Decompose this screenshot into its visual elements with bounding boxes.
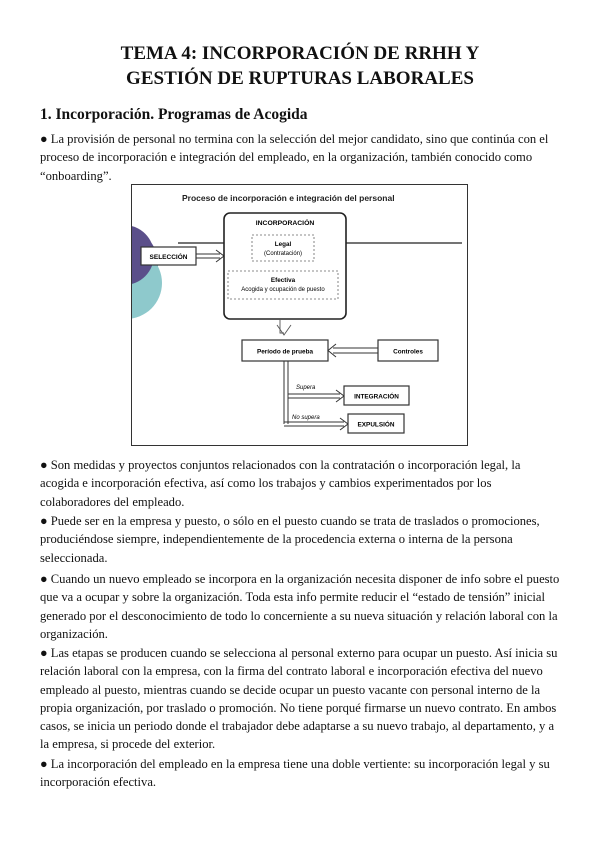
paragraph-3: ● Puede ser en la empresa y puesto, o sólo en el puesto cuando se trata de traslados o promociones, produciéndose siempre, independientemente de la procedencia externa o interna de la persona seleccionada. — [40, 514, 540, 565]
paragraph-1: ● La provisión de personal no termina con la selección del mejor candidato, sino que continúa con el proceso de incorporación e integración del empleado, en la organización, también conocido como “onboarding”. — [40, 132, 549, 183]
legal-label: Legal — [274, 241, 292, 248]
diagram-svg — [132, 185, 467, 445]
paragraph-5: ● Las etapas se producen cuando se selecciona al personal externo para ocupar un puesto. Así inicia su relación laboral con la empresa, con la firma del contrato laboral e incorporación efectiva del nuevo empleado al puesto, mientras cuando se decide ocupar un puesto vacante con personal interno de la propia organización, por traslado o promoción. No tiene porqué firmarse un nuevo contrato. En ambos casos, se inicia un periodo donde el trabajador debe adaptarse a su nuevo trabajo, al departamento, y a la empresa, si procede del exterior. — [40, 646, 558, 752]
section-heading: 1. Incorporación. Programas de Acogida — [40, 106, 308, 123]
controles-label: Controles — [393, 348, 423, 356]
diagram-title: Proceso de incorporación e integración del personal — [182, 193, 395, 203]
incorporacion-box — [224, 213, 346, 319]
page-title-line1: TEMA 4: INCORPORACIÓN DE RRHH Y — [120, 43, 480, 64]
legal-box — [252, 235, 314, 261]
acogida-label: Acogida y ocupación de puesto — [241, 287, 325, 293]
efectiva-label: Efectiva — [270, 277, 296, 284]
paragraph-4: ● Cuando un nuevo empleado se incorpora en la organización necesita disponer de info sobre el puesto que va a ocupar y sobre la organización. Toda esta info permite reducir el “estado de tensión” inicial generado por el desconocimiento de todo lo concerniente a su nueva situación y relación laboral con la organización. — [40, 572, 560, 641]
incorporacion-label: INCORPORACIÓN — [255, 220, 315, 227]
arrow-head — [216, 250, 224, 262]
paragraph-2: ● Son medidas y proyectos conjuntos relacionados con la contratación o incorporación legal, la acogida e incorporación efectiva, así como los trabajos y cambios experimentados por los colaboradores del empleado. — [40, 458, 521, 509]
periodo-label: Período de prueba — [256, 348, 314, 356]
paragraph-6: ● La incorporación del empleado en la empresa tiene una doble vertiente: su incorporación legal y su incorporación efectiva. — [40, 757, 550, 790]
arrow-head — [340, 418, 348, 430]
efectiva-box — [228, 271, 338, 299]
contratacion-label: (Contratación) — [263, 251, 303, 257]
page-title-line2: GESTIÓN DE RUPTURAS LABORALES — [126, 68, 474, 89]
supera-label: Supera — [296, 385, 316, 391]
integracion-label: INTEGRACIÓN — [354, 393, 399, 401]
no-supera-label: No supera — [292, 415, 320, 421]
arrow-head — [328, 344, 336, 357]
down-arrow-head — [277, 325, 291, 335]
expulsion-label: EXPULSIÓN — [357, 421, 395, 429]
arrow-head — [336, 390, 344, 402]
incorporation-process-diagram — [131, 184, 468, 446]
seleccion-label: SELECCIÓN — [149, 254, 188, 261]
